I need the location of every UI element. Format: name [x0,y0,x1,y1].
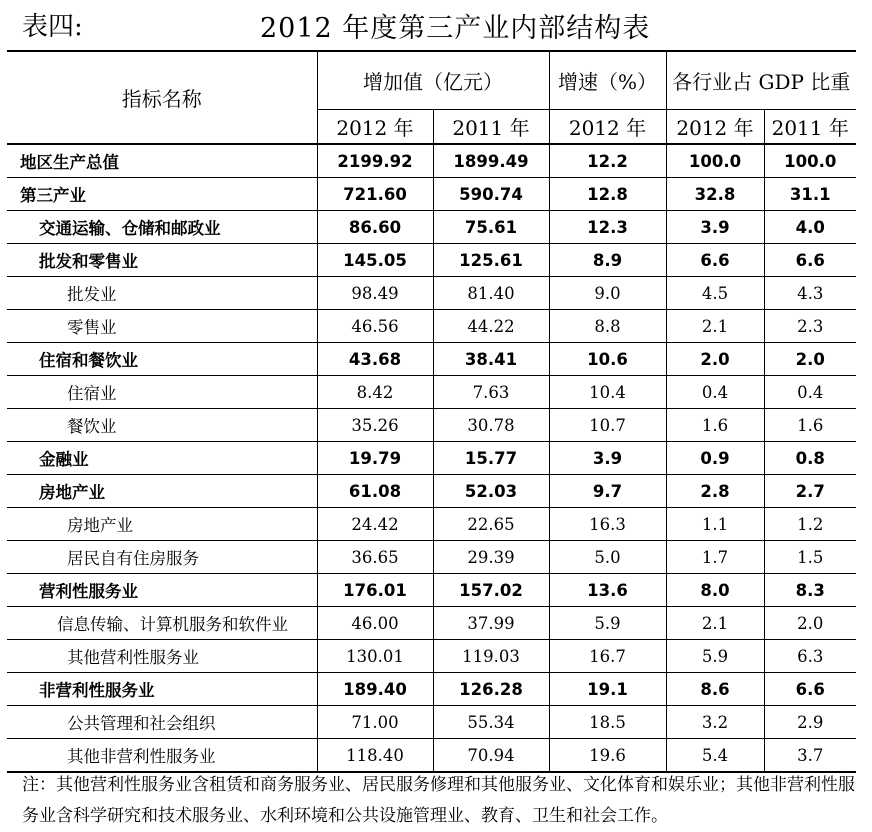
share-2011-cell: 4.0 [764,211,856,244]
value-2012-header: 2012 年 [317,110,433,145]
value-2011-cell: 119.03 [433,640,549,673]
value-2011-cell: 37.99 [433,607,549,640]
growth-cell: 10.6 [549,343,666,376]
growth-cell: 12.3 [549,211,666,244]
row-name: 信息传输、计算机服务和软件业 [7,607,317,640]
row-name: 居民自有住房服务 [7,541,317,574]
table-row [7,442,856,475]
value-2012-cell: 71.00 [317,706,433,739]
value-2011-cell: 22.65 [433,508,549,541]
growth-cell: 18.5 [549,706,666,739]
share-2011-cell: 4.3 [764,277,856,310]
row-name: 房地产业 [7,508,317,541]
table-row [7,178,856,211]
value-2012-cell: 189.40 [317,673,433,706]
value-2011-cell: 70.94 [433,739,549,773]
table-number: 表四: [22,12,83,42]
value-2011-cell: 52.03 [433,475,549,508]
share-2011-cell: 31.1 [764,178,856,211]
value-2011-cell: 590.74 [433,178,549,211]
row-name: 房地产业 [7,475,317,508]
value-2012-cell: 46.56 [317,310,433,343]
share-2011-cell: 6.6 [764,244,856,277]
table-title: 2012 年度第三产业内部结构表 [260,13,651,44]
growth-cell: 13.6 [549,574,666,607]
share-2011-cell: 2.7 [764,475,856,508]
value-2011-cell: 81.40 [433,277,549,310]
growth-cell: 12.8 [549,178,666,211]
table-row [7,277,856,310]
share-2011-cell: 2.3 [764,310,856,343]
share-2012-cell: 3.2 [666,706,764,739]
share-2012-cell: 4.5 [666,277,764,310]
growth-cell: 5.0 [549,541,666,574]
value-2012-cell: 36.65 [317,541,433,574]
value-added-header: 增加值（亿元） [317,51,549,110]
share-2011-cell: 2.0 [764,343,856,376]
value-2012-cell: 8.42 [317,376,433,409]
value-2012-cell: 2199.92 [317,144,433,178]
value-2011-cell: 30.78 [433,409,549,442]
table-row [7,211,856,244]
row-name: 交通运输、仓储和邮政业 [7,211,317,244]
row-name: 营利性服务业 [7,574,317,607]
table-row [7,640,856,673]
share-2012-cell: 1.6 [666,409,764,442]
share-2012-cell: 5.9 [666,640,764,673]
share-2011-cell: 100.0 [764,144,856,178]
growth-cell: 5.9 [549,607,666,640]
value-2011-cell: 157.02 [433,574,549,607]
share-2012-cell: 2.0 [666,343,764,376]
share-2012-cell: 100.0 [666,144,764,178]
value-2011-cell: 55.34 [433,706,549,739]
row-name: 公共管理和社会组织 [7,706,317,739]
table-row [7,310,856,343]
title-row [0,0,872,48]
value-2011-cell: 75.61 [433,211,549,244]
row-name: 批发业 [7,277,317,310]
value-2011-cell: 1899.49 [433,144,549,178]
growth-cell: 8.8 [549,310,666,343]
table-row [7,244,856,277]
row-name: 其他营利性服务业 [7,640,317,673]
row-name: 其他非营利性服务业 [7,739,317,773]
row-name: 餐饮业 [7,409,317,442]
share-2012-cell: 2.1 [666,310,764,343]
table-row [7,475,856,508]
share-2012-cell: 32.8 [666,178,764,211]
share-2011-cell: 0.4 [764,376,856,409]
value-2012-cell: 98.49 [317,277,433,310]
table-row [7,739,856,773]
growth-cell: 10.7 [549,409,666,442]
row-name: 住宿业 [7,376,317,409]
structure-table [7,50,856,773]
share-2012-cell: 1.7 [666,541,764,574]
share-2012-cell: 8.6 [666,673,764,706]
indicator-header: 指标名称 [7,51,317,144]
share-2011-cell: 8.3 [764,574,856,607]
row-name: 批发和零售业 [7,244,317,277]
growth-cell: 16.3 [549,508,666,541]
share-2011-cell: 0.8 [764,442,856,475]
value-2012-cell: 176.01 [317,574,433,607]
share-2011-cell: 6.6 [764,673,856,706]
value-2012-cell: 24.42 [317,508,433,541]
row-name: 第三产业 [7,178,317,211]
table-row [7,508,856,541]
share-2012-cell: 0.9 [666,442,764,475]
value-2012-cell: 43.68 [317,343,433,376]
share-2012-cell: 2.8 [666,475,764,508]
table-row [7,706,856,739]
table-row [7,541,856,574]
growth-cell: 19.6 [549,739,666,773]
growth-cell: 19.1 [549,673,666,706]
value-2011-header: 2011 年 [433,110,549,145]
growth-header: 增速（%） [549,51,666,110]
table-row [7,673,856,706]
value-2011-cell: 15.77 [433,442,549,475]
value-2011-cell: 29.39 [433,541,549,574]
growth-cell: 9.7 [549,475,666,508]
value-2012-cell: 145.05 [317,244,433,277]
value-2011-cell: 126.28 [433,673,549,706]
share-2012-cell: 5.4 [666,739,764,773]
growth-cell: 12.2 [549,144,666,178]
value-2011-cell: 7.63 [433,376,549,409]
share-2012-header: 2012 年 [666,110,764,145]
table-row [7,343,856,376]
share-2012-cell: 3.9 [666,211,764,244]
table-row [7,144,856,178]
row-name: 地区生产总值 [7,144,317,178]
growth-cell: 16.7 [549,640,666,673]
value-2012-cell: 118.40 [317,739,433,773]
growth-cell: 10.4 [549,376,666,409]
value-2011-cell: 125.61 [433,244,549,277]
share-2011-cell: 1.2 [764,508,856,541]
growth-cell: 8.9 [549,244,666,277]
table-row [7,607,856,640]
value-2012-cell: 61.08 [317,475,433,508]
value-2012-cell: 19.79 [317,442,433,475]
value-2011-cell: 38.41 [433,343,549,376]
growth-cell: 9.0 [549,277,666,310]
gdp-share-header: 各行业占 GDP 比重 [666,51,856,110]
footnote: 注：其他营利性服务业含租赁和商务服务业、居民服务修理和其他服务业、文化体育和娱乐业；其他非营利性服务业含科学研究和技术服务业、水利环境和公共设施管理业、教育、卫生和社会工作。 [22,775,855,826]
row-name: 非营利性服务业 [7,673,317,706]
value-2012-cell: 86.60 [317,211,433,244]
value-2011-cell: 44.22 [433,310,549,343]
share-2012-cell: 1.1 [666,508,764,541]
share-2012-cell: 6.6 [666,244,764,277]
value-2012-cell: 130.01 [317,640,433,673]
table-row [7,574,856,607]
table-row [7,376,856,409]
share-2011-cell: 1.5 [764,541,856,574]
growth-2012-header: 2012 年 [549,110,666,145]
share-2012-cell: 0.4 [666,376,764,409]
share-2012-cell: 2.1 [666,607,764,640]
share-2011-cell: 3.7 [764,739,856,773]
value-2012-cell: 721.60 [317,178,433,211]
growth-cell: 3.9 [549,442,666,475]
table-row [7,409,856,442]
share-2011-cell: 2.9 [764,706,856,739]
row-name: 金融业 [7,442,317,475]
share-2012-cell: 8.0 [666,574,764,607]
value-2012-cell: 46.00 [317,607,433,640]
row-name: 零售业 [7,310,317,343]
share-2011-cell: 6.3 [764,640,856,673]
share-2011-cell: 2.0 [764,607,856,640]
share-2011-header: 2011 年 [764,110,856,145]
row-name: 住宿和餐饮业 [7,343,317,376]
value-2012-cell: 35.26 [317,409,433,442]
share-2011-cell: 1.6 [764,409,856,442]
